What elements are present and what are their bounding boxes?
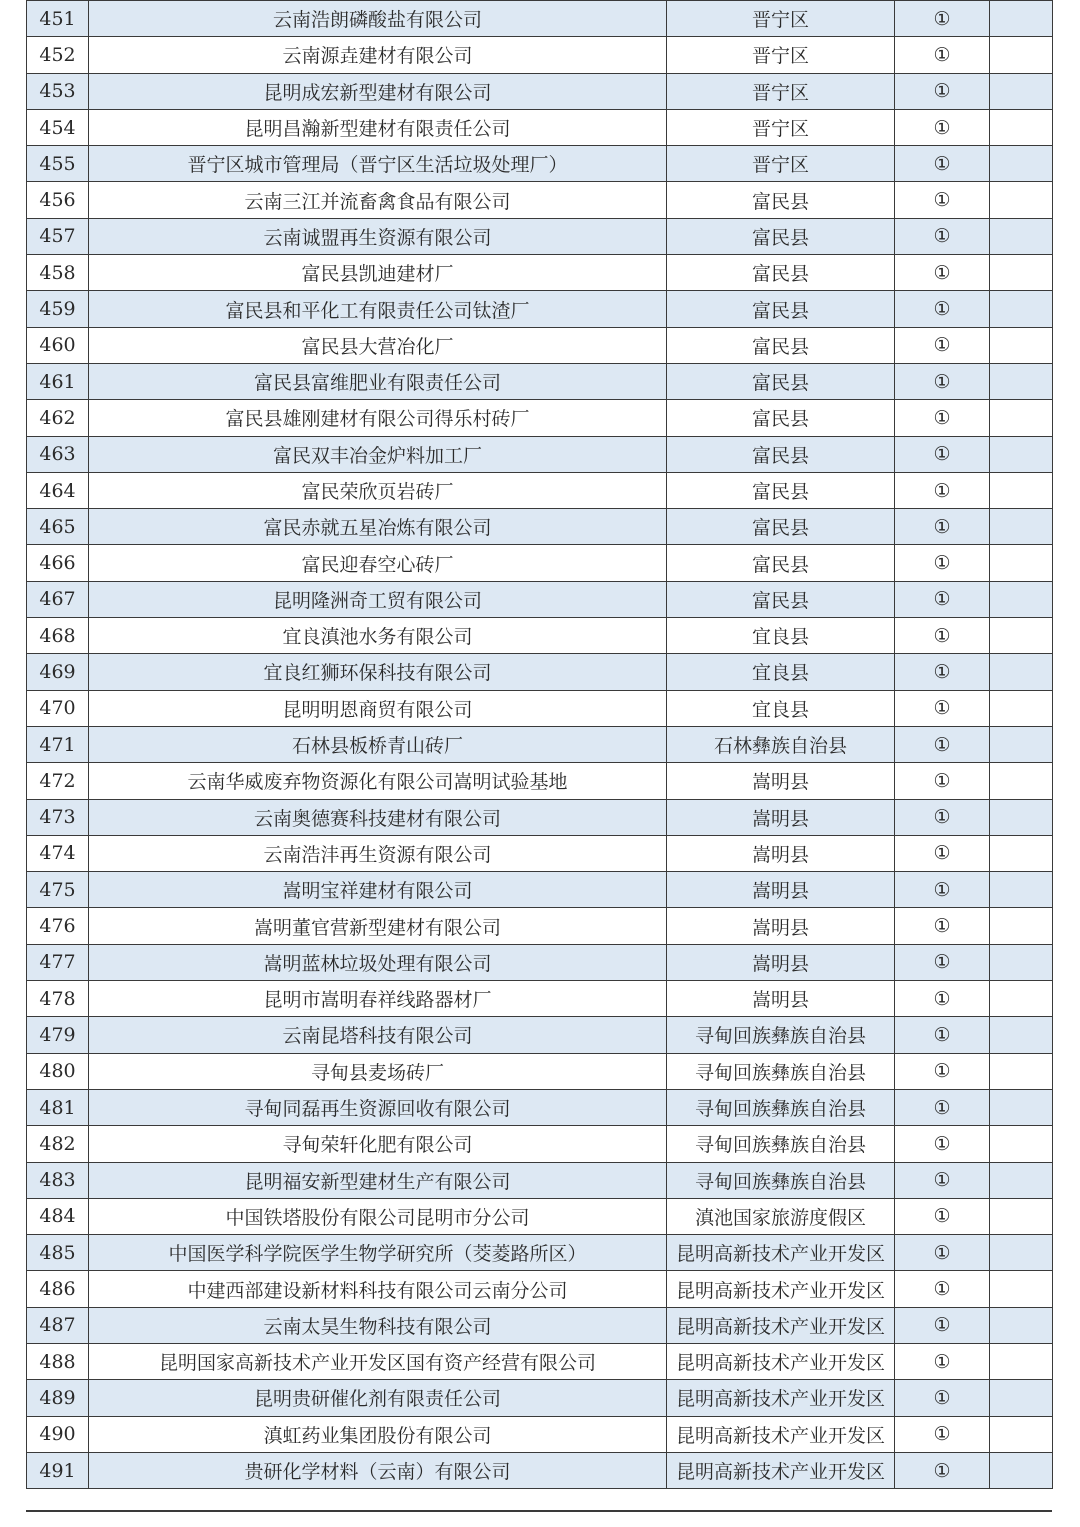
row-number-cell: 482 (27, 1126, 89, 1162)
category-mark-cell: ① (895, 1053, 990, 1089)
table-row (27, 618, 1053, 654)
remarks-cell (990, 1162, 1053, 1198)
district-cell: 晋宁区 (667, 109, 895, 145)
company-name-cell: 昆明成宏新型建材有限公司 (89, 73, 667, 109)
district-cell: 寻甸回族彝族自治县 (667, 1053, 895, 1089)
table-row (27, 291, 1053, 327)
remarks-cell (990, 363, 1053, 399)
category-mark-cell: ① (895, 1416, 990, 1452)
table-row (27, 1452, 1053, 1488)
district-cell: 嵩明县 (667, 799, 895, 835)
table-row (27, 436, 1053, 472)
company-name-cell: 云南三江并流畜禽食品有限公司 (89, 182, 667, 218)
company-name-cell: 嵩明董官营新型建材有限公司 (89, 908, 667, 944)
category-mark-cell: ① (895, 1380, 990, 1416)
category-mark-cell: ① (895, 1452, 990, 1488)
district-cell: 嵩明县 (667, 981, 895, 1017)
remarks-cell (990, 1452, 1053, 1488)
remarks-cell (990, 581, 1053, 617)
company-name-cell: 中国医学科学院医学生物学研究所（茭菱路所区） (89, 1235, 667, 1271)
table-row (27, 835, 1053, 871)
table-row (27, 327, 1053, 363)
district-cell: 富民县 (667, 472, 895, 508)
row-number-cell: 476 (27, 908, 89, 944)
category-mark-cell: ① (895, 146, 990, 182)
table-row (27, 1126, 1053, 1162)
table-row (27, 654, 1053, 690)
remarks-cell (990, 436, 1053, 472)
category-mark-cell: ① (895, 509, 990, 545)
table-row (27, 1198, 1053, 1234)
table-row (27, 1271, 1053, 1307)
remarks-cell (990, 1416, 1053, 1452)
district-cell: 富民县 (667, 327, 895, 363)
company-name-cell: 昆明贵研催化剂有限责任公司 (89, 1380, 667, 1416)
district-cell: 昆明高新技术产业开发区 (667, 1452, 895, 1488)
table-row (27, 472, 1053, 508)
remarks-cell (990, 1126, 1053, 1162)
row-number-cell: 453 (27, 73, 89, 109)
company-name-cell: 昆明昌瀚新型建材有限责任公司 (89, 109, 667, 145)
company-name-cell: 云南浩沣再生资源有限公司 (89, 835, 667, 871)
district-cell: 寻甸回族彝族自治县 (667, 1162, 895, 1198)
row-number-cell: 471 (27, 726, 89, 762)
category-mark-cell: ① (895, 1017, 990, 1053)
company-name-cell: 富民县大营冶化厂 (89, 327, 667, 363)
district-cell: 寻甸回族彝族自治县 (667, 1089, 895, 1125)
table-row (27, 1053, 1053, 1089)
row-number-cell: 464 (27, 472, 89, 508)
district-cell: 富民县 (667, 400, 895, 436)
remarks-cell (990, 981, 1053, 1017)
row-number-cell: 490 (27, 1416, 89, 1452)
remarks-cell (990, 472, 1053, 508)
district-cell: 昆明高新技术产业开发区 (667, 1307, 895, 1343)
category-mark-cell: ① (895, 1089, 990, 1125)
category-mark-cell: ① (895, 255, 990, 291)
company-name-cell: 云南诚盟再生资源有限公司 (89, 218, 667, 254)
company-name-cell: 云南浩朗磷酸盐有限公司 (89, 1, 667, 37)
district-cell: 宜良县 (667, 618, 895, 654)
category-mark-cell: ① (895, 109, 990, 145)
category-mark-cell: ① (895, 400, 990, 436)
company-name-cell: 中国铁塔股份有限公司昆明市分公司 (89, 1198, 667, 1234)
remarks-cell (990, 1089, 1053, 1125)
enterprise-list-table-wrapper (26, 0, 1052, 1489)
remarks-cell (990, 327, 1053, 363)
row-number-cell: 451 (27, 1, 89, 37)
company-name-cell: 嵩明宝祥建材有限公司 (89, 872, 667, 908)
table-row (27, 872, 1053, 908)
table-row (27, 1380, 1053, 1416)
category-mark-cell: ① (895, 1198, 990, 1234)
category-mark-cell: ① (895, 218, 990, 254)
district-cell: 晋宁区 (667, 1, 895, 37)
remarks-cell (990, 146, 1053, 182)
table-row (27, 182, 1053, 218)
table-row (27, 400, 1053, 436)
category-mark-cell: ① (895, 944, 990, 980)
row-number-cell: 466 (27, 545, 89, 581)
district-cell: 嵩明县 (667, 872, 895, 908)
company-name-cell: 宜良红狮环保科技有限公司 (89, 654, 667, 690)
company-name-cell: 昆明隆洲奇工贸有限公司 (89, 581, 667, 617)
table-row (27, 981, 1053, 1017)
row-number-cell: 465 (27, 509, 89, 545)
row-number-cell: 480 (27, 1053, 89, 1089)
company-name-cell: 寻甸荣轩化肥有限公司 (89, 1126, 667, 1162)
category-mark-cell: ① (895, 872, 990, 908)
company-name-cell: 昆明明恩商贸有限公司 (89, 690, 667, 726)
company-name-cell: 石林县板桥青山砖厂 (89, 726, 667, 762)
remarks-cell (990, 654, 1053, 690)
remarks-cell (990, 1198, 1053, 1234)
district-cell: 石林彝族自治县 (667, 726, 895, 762)
category-mark-cell: ① (895, 618, 990, 654)
company-name-cell: 富民荣欣页岩砖厂 (89, 472, 667, 508)
district-cell: 富民县 (667, 291, 895, 327)
company-name-cell: 昆明福安新型建材生产有限公司 (89, 1162, 667, 1198)
company-name-cell: 富民县和平化工有限责任公司钛渣厂 (89, 291, 667, 327)
remarks-cell (990, 799, 1053, 835)
category-mark-cell: ① (895, 291, 990, 327)
district-cell: 晋宁区 (667, 37, 895, 73)
row-number-cell: 455 (27, 146, 89, 182)
category-mark-cell: ① (895, 1162, 990, 1198)
table-body (27, 1, 1053, 1489)
remarks-cell (990, 1307, 1053, 1343)
district-cell: 昆明高新技术产业开发区 (667, 1343, 895, 1379)
row-number-cell: 472 (27, 763, 89, 799)
district-cell: 滇池国家旅游度假区 (667, 1198, 895, 1234)
remarks-cell (990, 1017, 1053, 1053)
remarks-cell (990, 872, 1053, 908)
category-mark-cell: ① (895, 654, 990, 690)
remarks-cell (990, 73, 1053, 109)
district-cell: 富民县 (667, 509, 895, 545)
district-cell: 嵩明县 (667, 835, 895, 871)
table-row (27, 363, 1053, 399)
company-name-cell: 晋宁区城市管理局（晋宁区生活垃圾处理厂） (89, 146, 667, 182)
district-cell: 富民县 (667, 581, 895, 617)
district-cell: 富民县 (667, 545, 895, 581)
category-mark-cell: ① (895, 327, 990, 363)
remarks-cell (990, 255, 1053, 291)
company-name-cell: 富民双丰冶金炉料加工厂 (89, 436, 667, 472)
remarks-cell (990, 835, 1053, 871)
district-cell: 富民县 (667, 436, 895, 472)
remarks-cell (990, 763, 1053, 799)
row-number-cell: 473 (27, 799, 89, 835)
remarks-cell (990, 1343, 1053, 1379)
row-number-cell: 491 (27, 1452, 89, 1488)
remarks-cell (990, 1235, 1053, 1271)
row-number-cell: 467 (27, 581, 89, 617)
company-name-cell: 云南太昊生物科技有限公司 (89, 1307, 667, 1343)
table-row (27, 763, 1053, 799)
table-row (27, 1, 1053, 37)
company-name-cell: 贵研化学材料（云南）有限公司 (89, 1452, 667, 1488)
table-bottom-rule (26, 1510, 1052, 1512)
district-cell: 宜良县 (667, 690, 895, 726)
table-row (27, 509, 1053, 545)
remarks-cell (990, 944, 1053, 980)
company-name-cell: 昆明国家高新技术产业开发区国有资产经营有限公司 (89, 1343, 667, 1379)
table-row (27, 1235, 1053, 1271)
table-row (27, 218, 1053, 254)
district-cell: 富民县 (667, 218, 895, 254)
category-mark-cell: ① (895, 799, 990, 835)
row-number-cell: 454 (27, 109, 89, 145)
company-name-cell: 云南昆塔科技有限公司 (89, 1017, 667, 1053)
row-number-cell: 461 (27, 363, 89, 399)
row-number-cell: 486 (27, 1271, 89, 1307)
remarks-cell (990, 218, 1053, 254)
district-cell: 寻甸回族彝族自治县 (667, 1017, 895, 1053)
district-cell: 晋宁区 (667, 146, 895, 182)
remarks-cell (990, 1271, 1053, 1307)
table-row (27, 726, 1053, 762)
row-number-cell: 474 (27, 835, 89, 871)
category-mark-cell: ① (895, 73, 990, 109)
row-number-cell: 462 (27, 400, 89, 436)
row-number-cell: 460 (27, 327, 89, 363)
remarks-cell (990, 109, 1053, 145)
company-name-cell: 云南华威废弃物资源化有限公司嵩明试验基地 (89, 763, 667, 799)
remarks-cell (990, 1053, 1053, 1089)
company-name-cell: 宜良滇池水务有限公司 (89, 618, 667, 654)
row-number-cell: 483 (27, 1162, 89, 1198)
district-cell: 嵩明县 (667, 908, 895, 944)
category-mark-cell: ① (895, 1343, 990, 1379)
row-number-cell: 452 (27, 37, 89, 73)
row-number-cell: 468 (27, 618, 89, 654)
row-number-cell: 457 (27, 218, 89, 254)
company-name-cell: 富民县雄刚建材有限公司得乐村砖厂 (89, 400, 667, 436)
table-row (27, 1307, 1053, 1343)
table-row (27, 255, 1053, 291)
district-cell: 嵩明县 (667, 944, 895, 980)
company-name-cell: 昆明市嵩明春祥线路器材厂 (89, 981, 667, 1017)
category-mark-cell: ① (895, 581, 990, 617)
row-number-cell: 470 (27, 690, 89, 726)
row-number-cell: 484 (27, 1198, 89, 1234)
category-mark-cell: ① (895, 1, 990, 37)
table-row (27, 1162, 1053, 1198)
district-cell: 宜良县 (667, 654, 895, 690)
table-row (27, 908, 1053, 944)
row-number-cell: 488 (27, 1343, 89, 1379)
remarks-cell (990, 690, 1053, 726)
row-number-cell: 456 (27, 182, 89, 218)
row-number-cell: 481 (27, 1089, 89, 1125)
category-mark-cell: ① (895, 37, 990, 73)
table-row (27, 690, 1053, 726)
company-name-cell: 富民迎春空心砖厂 (89, 545, 667, 581)
category-mark-cell: ① (895, 1235, 990, 1271)
table-row (27, 146, 1053, 182)
company-name-cell: 富民县凯迪建材厂 (89, 255, 667, 291)
district-cell: 寻甸回族彝族自治县 (667, 1126, 895, 1162)
enterprise-list-table (26, 0, 1053, 1489)
company-name-cell: 寻甸同磊再生资源回收有限公司 (89, 1089, 667, 1125)
company-name-cell: 云南源垚建材有限公司 (89, 37, 667, 73)
company-name-cell: 云南奥德赛科技建材有限公司 (89, 799, 667, 835)
row-number-cell: 458 (27, 255, 89, 291)
category-mark-cell: ① (895, 436, 990, 472)
category-mark-cell: ① (895, 363, 990, 399)
table-row (27, 1089, 1053, 1125)
district-cell: 昆明高新技术产业开发区 (667, 1380, 895, 1416)
table-row (27, 1343, 1053, 1379)
row-number-cell: 478 (27, 981, 89, 1017)
table-row (27, 73, 1053, 109)
company-name-cell: 富民赤就五星冶炼有限公司 (89, 509, 667, 545)
table-row (27, 1416, 1053, 1452)
row-number-cell: 479 (27, 1017, 89, 1053)
table-row (27, 944, 1053, 980)
district-cell: 晋宁区 (667, 73, 895, 109)
category-mark-cell: ① (895, 472, 990, 508)
company-name-cell: 嵩明蓝林垃圾处理有限公司 (89, 944, 667, 980)
category-mark-cell: ① (895, 908, 990, 944)
category-mark-cell: ① (895, 182, 990, 218)
row-number-cell: 487 (27, 1307, 89, 1343)
remarks-cell (990, 1380, 1053, 1416)
district-cell: 昆明高新技术产业开发区 (667, 1235, 895, 1271)
district-cell: 富民县 (667, 255, 895, 291)
remarks-cell (990, 291, 1053, 327)
district-cell: 富民县 (667, 182, 895, 218)
remarks-cell (990, 726, 1053, 762)
row-number-cell: 489 (27, 1380, 89, 1416)
company-name-cell: 中建西部建设新材料科技有限公司云南分公司 (89, 1271, 667, 1307)
table-row (27, 581, 1053, 617)
remarks-cell (990, 545, 1053, 581)
remarks-cell (990, 182, 1053, 218)
category-mark-cell: ① (895, 1126, 990, 1162)
company-name-cell: 寻甸县麦场砖厂 (89, 1053, 667, 1089)
row-number-cell: 485 (27, 1235, 89, 1271)
row-number-cell: 459 (27, 291, 89, 327)
row-number-cell: 469 (27, 654, 89, 690)
category-mark-cell: ① (895, 1307, 990, 1343)
table-row (27, 799, 1053, 835)
row-number-cell: 475 (27, 872, 89, 908)
remarks-cell (990, 618, 1053, 654)
remarks-cell (990, 400, 1053, 436)
category-mark-cell: ① (895, 545, 990, 581)
district-cell: 昆明高新技术产业开发区 (667, 1416, 895, 1452)
district-cell: 昆明高新技术产业开发区 (667, 1271, 895, 1307)
category-mark-cell: ① (895, 726, 990, 762)
row-number-cell: 463 (27, 436, 89, 472)
remarks-cell (990, 908, 1053, 944)
category-mark-cell: ① (895, 763, 990, 799)
district-cell: 富民县 (667, 363, 895, 399)
category-mark-cell: ① (895, 981, 990, 1017)
district-cell: 嵩明县 (667, 763, 895, 799)
remarks-cell (990, 1, 1053, 37)
table-row (27, 37, 1053, 73)
table-row (27, 1017, 1053, 1053)
row-number-cell: 477 (27, 944, 89, 980)
company-name-cell: 滇虹药业集团股份有限公司 (89, 1416, 667, 1452)
company-name-cell: 富民县富维肥业有限责任公司 (89, 363, 667, 399)
remarks-cell (990, 509, 1053, 545)
category-mark-cell: ① (895, 1271, 990, 1307)
category-mark-cell: ① (895, 835, 990, 871)
table-row (27, 545, 1053, 581)
remarks-cell (990, 37, 1053, 73)
table-row (27, 109, 1053, 145)
category-mark-cell: ① (895, 690, 990, 726)
